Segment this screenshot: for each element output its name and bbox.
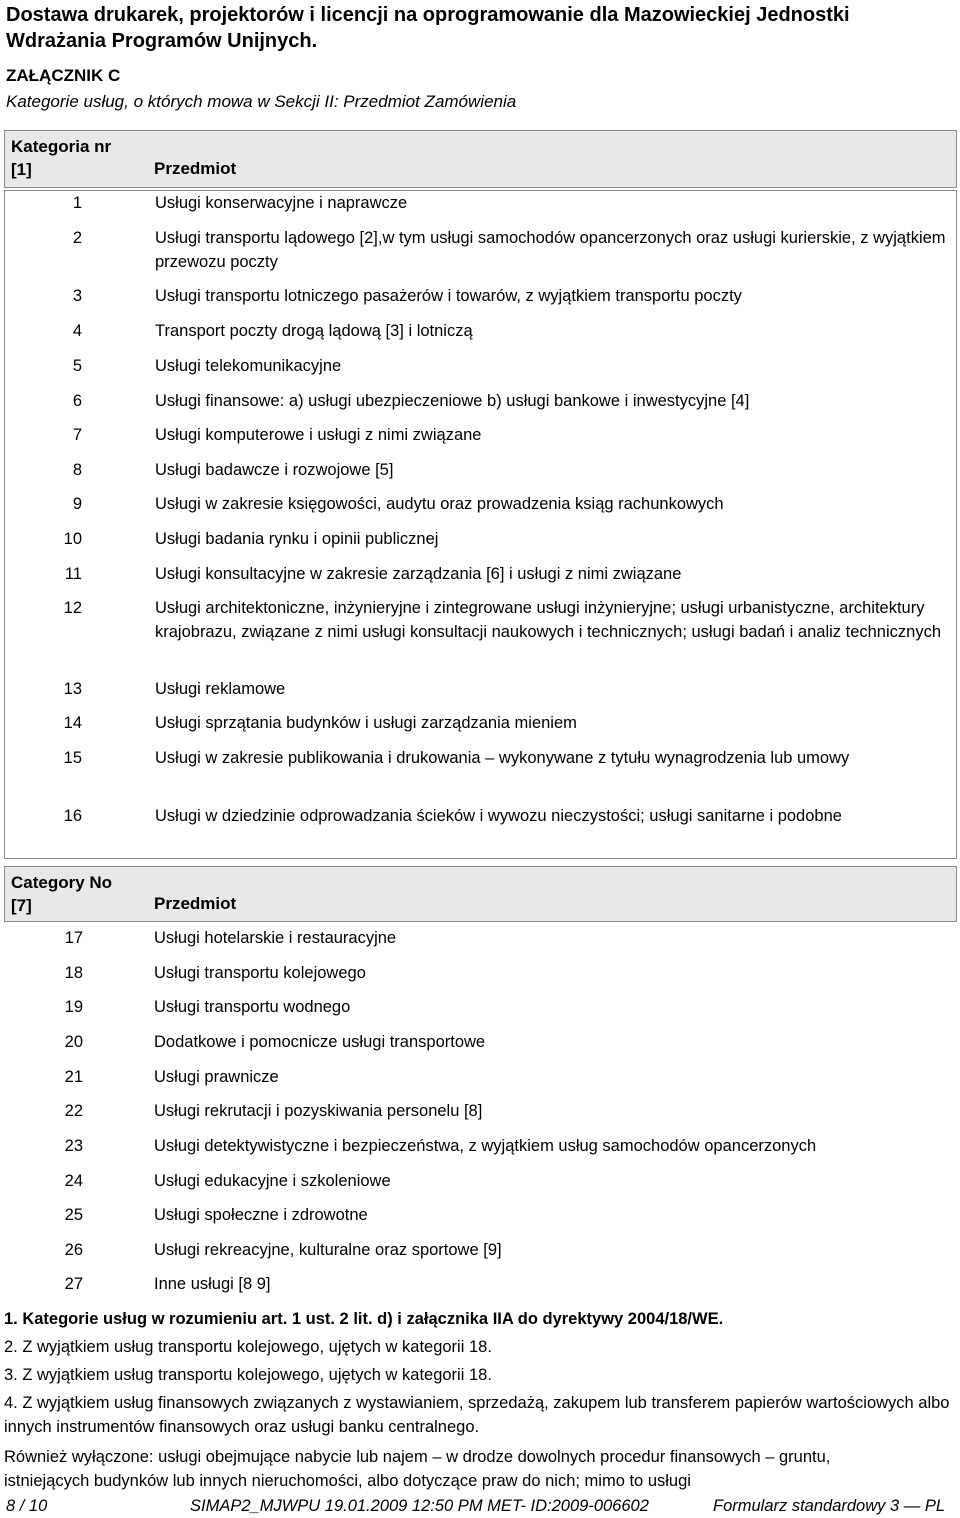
row-text: Usługi hotelarskie i restauracyjne xyxy=(154,929,397,947)
row-text: Usługi transportu wodnego xyxy=(154,998,351,1016)
row-number: 26 xyxy=(64,1241,83,1259)
row-number: 16 xyxy=(63,807,82,825)
footnote-4: 4. Z wyjątkiem usług finansowych związanych z wystawianiem, sprzedażą, zakupem lub transferem papierów wartościowych albo innych instrumentów finansowych oraz usługi banku centralnego. xyxy=(4,1394,950,1436)
header-category-ref: [7] xyxy=(11,896,32,915)
row-text: Usługi telekomunikacyjne xyxy=(155,357,342,375)
row-text: Usługi konserwacyjne i naprawcze xyxy=(155,194,408,212)
row-number: 1 xyxy=(72,194,82,212)
categories-table-1 xyxy=(4,190,957,859)
header-subject: Przedmiot xyxy=(154,159,237,178)
row-number: 19 xyxy=(64,998,83,1016)
footnote-3: 3. Z wyjątkiem usług transportu kolejowego, ujętych w kategorii 18. xyxy=(4,1366,492,1384)
row-number: 17 xyxy=(64,929,83,947)
header-category-number xyxy=(11,871,112,917)
header-category-label: Kategoria nr xyxy=(11,137,112,156)
row-text: Usługi architektoniczne, inżynieryjne i zintegrowane usługi inżynieryjne; usługi urbanistyczne, architektury krajobrazu, związane z nimi usługi konsultacji naukowych i technicznych; usługi badań i analiz technicznych xyxy=(155,599,941,641)
row-text: Usługi edukacyjne i szkoleniowe xyxy=(154,1172,391,1190)
row-text: Usługi transportu lotniczego pasażerów i towarów, z wyjątkiem transportu poczty xyxy=(155,287,742,305)
categories-table-2 xyxy=(4,922,957,1302)
header-category-number xyxy=(11,135,111,181)
document-subtitle: Kategorie usług, o których mowa w Sekcji II: Przedmiot Zamówienia xyxy=(6,92,517,111)
row-number: 18 xyxy=(64,964,83,982)
row-text: Usługi komputerowe i usługi z nimi związane xyxy=(155,426,482,444)
row-text: Usługi badania rynku i opinii publicznej xyxy=(155,530,439,548)
footnote-continuation: Również wyłączone: usługi obejmujące nabycie lub najem – w drodze dowolnych procedur finansowych – gruntu, istniejących budynków lub innych nieruchomości, albo dotyczące praw do nich; mimo to usługi xyxy=(4,1448,831,1490)
row-number: 15 xyxy=(63,749,82,767)
row-number: 13 xyxy=(63,680,82,698)
row-number: 24 xyxy=(64,1172,83,1190)
table-header-categories-1 xyxy=(4,130,957,188)
row-number: 21 xyxy=(64,1068,83,1086)
row-number: 27 xyxy=(64,1275,83,1293)
row-number: 10 xyxy=(63,530,82,548)
row-text: Usługi detektywistyczne i bezpieczeństwa, z wyjątkiem usług samochodów opancerzonych xyxy=(154,1137,817,1155)
row-text: Usługi transportu lądowego [2],w tym usługi samochodów opancerzonych oraz usługi kurierskie, z wyjątkiem przewozu poczty xyxy=(155,229,946,271)
footnote-2: 2. Z wyjątkiem usług transportu kolejowego, ujętych w kategorii 18. xyxy=(4,1338,492,1356)
row-number: 2 xyxy=(72,229,82,247)
form-label: Formularz standardowy 3 — PL xyxy=(713,1497,946,1515)
row-number: 8 xyxy=(72,461,82,479)
row-number: 7 xyxy=(72,426,82,444)
row-number: 22 xyxy=(64,1102,83,1120)
header-category-label: Category No xyxy=(11,873,113,892)
row-number: 5 xyxy=(72,357,82,375)
row-text: Usługi rekreacyjne, kulturalne oraz sportowe [9] xyxy=(154,1241,502,1259)
row-text: Usługi społeczne i zdrowotne xyxy=(154,1206,368,1224)
row-text: Usługi w zakresie publikowania i drukowania – wykonywane z tytułu wynagrodzenia lub umowy xyxy=(155,749,850,767)
row-text: Usługi transportu kolejowego xyxy=(154,964,366,982)
annex-label: ZAŁĄCZNIK C xyxy=(6,66,121,85)
row-number: 3 xyxy=(72,287,82,305)
page-number: 8 / 10 xyxy=(6,1497,48,1515)
table-header-categories-2 xyxy=(4,866,957,922)
row-text: Dodatkowe i pomocnicze usługi transportowe xyxy=(154,1033,486,1051)
row-number: 20 xyxy=(64,1033,83,1051)
header-category-ref: [1] xyxy=(11,160,32,179)
row-text: Usługi sprzątania budynków i usługi zarządzania mieniem xyxy=(155,714,577,732)
row-number: 23 xyxy=(64,1137,83,1155)
row-text: Usługi reklamowe xyxy=(155,680,286,698)
row-text: Usługi badawcze i rozwojowe [5] xyxy=(155,461,394,479)
row-number: 12 xyxy=(63,599,82,617)
row-number: 9 xyxy=(72,495,82,513)
row-number: 25 xyxy=(64,1206,83,1224)
row-text: Usługi w dziedzinie odprowadzania ścieków i wywozu nieczystości; usługi sanitarne i podobne xyxy=(155,807,842,825)
row-number: 6 xyxy=(72,392,82,410)
row-text: Transport poczty drogą lądową [3] i lotniczą xyxy=(155,322,473,340)
row-text: Usługi w zakresie księgowości, audytu oraz prowadzenia ksiąg rachunkowych xyxy=(155,495,724,513)
header-subject: Przedmiot xyxy=(154,894,237,913)
row-text: Usługi konsultacyjne w zakresie zarządzania [6] i usługi z nimi związane xyxy=(155,565,682,583)
row-text: Usługi prawnicze xyxy=(154,1068,279,1086)
row-number: 4 xyxy=(72,322,82,340)
row-text: Usługi finansowe: a) usługi ubezpieczeniowe b) usługi bankowe i inwestycyjne [4] xyxy=(155,392,750,410)
document-title: Dostawa drukarek, projektorów i licencji na oprogramowanie dla Mazowieckiej Jednostki Wdrażania Programów Unijnych. xyxy=(6,4,850,52)
row-text: Usługi rekrutacji i pozyskiwania personelu [8] xyxy=(154,1102,483,1120)
row-number: 14 xyxy=(63,714,82,732)
row-text: Inne usługi [8 9] xyxy=(154,1275,271,1293)
row-number: 11 xyxy=(64,565,82,583)
footnote-1: 1. Kategorie usług w rozumieniu art. 1 ust. 2 lit. d) i załącznika IIA do dyrektywy 2004/18/WE. xyxy=(4,1310,724,1328)
document-id: SIMAP2_MJWPU 19.01.2009 12:50 PM MET- ID:2009-006602 xyxy=(190,1497,649,1515)
